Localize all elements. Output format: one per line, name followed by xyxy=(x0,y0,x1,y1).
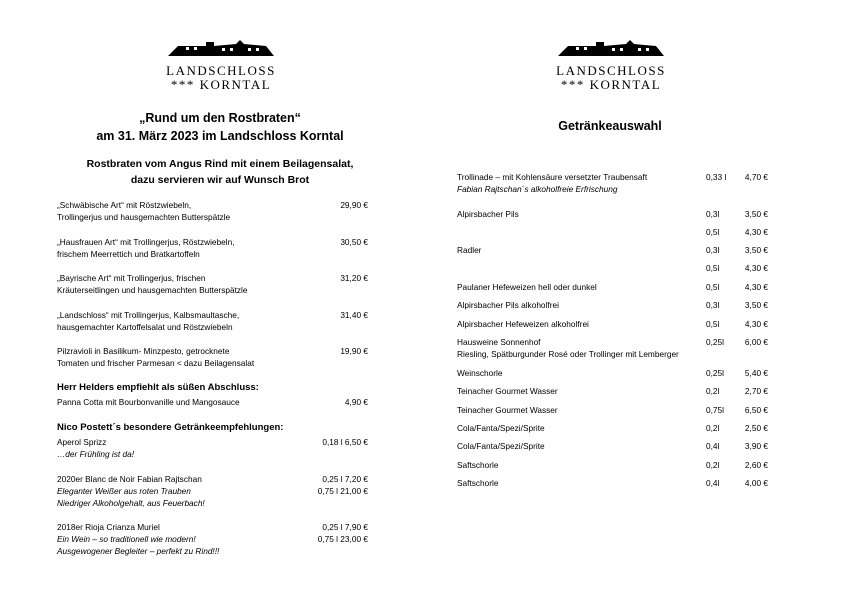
drink-name: Radler xyxy=(457,245,482,255)
logo-text-1: LANDSCHLOSS xyxy=(556,63,666,78)
dessert-heading: Herr Helders empfiehlt als süßen Abschluss: xyxy=(57,382,259,393)
drink-size: 0,25l xyxy=(706,368,724,378)
castle-logo-icon xyxy=(546,38,676,58)
wine2-note-1: Ein Wein – so traditionell wie modern! xyxy=(57,534,196,544)
drink-name: Teinacher Gourmet Wasser xyxy=(457,386,558,396)
logo-right xyxy=(546,38,676,93)
drink-name: Saftschorle xyxy=(457,460,499,470)
dish-line-2: Tomaten und frischer Parmesan < dazu Beilagensalat xyxy=(57,358,255,368)
dish-line-1: „Bayrische Art“ mit Trollingerjus, frischen xyxy=(57,273,206,283)
drink-name: Teinacher Gourmet Wasser xyxy=(457,405,558,415)
dish-line-1: „Schwäbische Art“ mit Röstzwiebeln, xyxy=(57,200,192,210)
wine1-name: 2020er Blanc de Noir Fabian Rajtschan xyxy=(57,474,202,484)
trollinade-price: 4,70 € xyxy=(744,172,768,182)
drink-price: 4,30 € xyxy=(744,319,768,329)
trollinade-size: 0,33 l xyxy=(706,172,727,182)
logo-text-1: LANDSCHLOSS xyxy=(166,63,276,78)
dish-line-1: Pilzravioli in Basilikum- Minzpesto, getrocknete xyxy=(57,346,230,356)
drink-size: 0,75l xyxy=(706,405,724,415)
dessert-price: 4,90 € xyxy=(344,397,368,407)
dessert-name: Panna Cotta mit Bourbonvanille und Mangosauce xyxy=(57,397,240,407)
dish-price: 19,90 € xyxy=(340,346,368,356)
dish-line-2: hausgemachter Kartoffelsalat und Röstzwiebeln xyxy=(57,322,233,332)
dish-line-1: „Hausfrauen Art“ mit Trollingerjus, Röstzwiebeln, xyxy=(57,237,235,247)
drink-price: 3,50 € xyxy=(744,300,768,310)
logo-left xyxy=(156,38,286,93)
logo-text-2: *** KORNTAL xyxy=(560,77,662,92)
drink-name: Weinschorle xyxy=(457,368,503,378)
dish-line-2: frischem Meerrettich und Bratkartoffeln xyxy=(57,249,200,259)
dish-price: 31,40 € xyxy=(340,310,368,320)
menu-title: „Rund um den Rostbraten“ xyxy=(139,111,301,125)
wine2-note-2: Ausgewogener Begleiter – perfekt zu Rind!!! xyxy=(57,546,220,556)
hausweine-name: Hausweine Sonnenhof xyxy=(457,337,541,347)
hausweine-size: 0,25l xyxy=(706,337,724,347)
drink-name: Cola/Fanta/Spezi/Sprite xyxy=(457,441,545,451)
wine2-price-1: 0,25 l 7,90 € xyxy=(322,522,368,532)
drink-price: 4,30 € xyxy=(744,282,768,292)
drink-price: 4,30 € xyxy=(744,263,768,273)
hausweine-price: 6,00 € xyxy=(744,337,768,347)
drink-price: 3,50 € xyxy=(744,209,768,219)
drink-size: 0,5l xyxy=(706,319,720,329)
drink-size: 0,2l xyxy=(706,423,720,433)
aperol-note: …der Frühling ist da! xyxy=(57,449,135,459)
dish-price: 31,20 € xyxy=(340,273,368,283)
wine1-note-1: Eleganter Weißer aus roten Trauben xyxy=(57,486,191,496)
wine1-price-2: 0,75 l 21,00 € xyxy=(317,486,368,496)
drink-price: 2,60 € xyxy=(744,460,768,470)
wine1-price-1: 0,25 l 7,20 € xyxy=(322,474,368,484)
drink-name: Alpirsbacher Pils alkoholfrei xyxy=(457,300,559,310)
trollinade-note: Fabian Rajtschan´s alkoholfreie Erfrischung xyxy=(457,184,618,194)
logo-text-2: *** KORNTAL xyxy=(170,77,272,92)
drink-size: 0,5l xyxy=(706,227,720,237)
drink-size: 0,4l xyxy=(706,441,720,451)
dish-line-2: Kräuterseitlingen und hausgemachten Butterspätzle xyxy=(57,285,248,295)
dish-price: 30,50 € xyxy=(340,237,368,247)
drink-price: 4,30 € xyxy=(744,227,768,237)
dish-line-2: Trollingerjus und hausgemachten Butterspätzle xyxy=(57,212,231,222)
drink-price: 3,50 € xyxy=(744,245,768,255)
drink-name: Alpirsbacher Pils xyxy=(457,209,519,219)
drink-price: 2,70 € xyxy=(744,386,768,396)
drink-size: 0,4l xyxy=(706,478,720,488)
drink-size: 0,2l xyxy=(706,386,720,396)
menu-subtitle-2: dazu servieren wir auf Wunsch Brot xyxy=(130,174,310,186)
drink-price: 3,90 € xyxy=(744,441,768,451)
drink-size: 0,3l xyxy=(706,245,720,255)
drink-name: Saftschorle xyxy=(457,478,499,488)
drink-size: 0,5l xyxy=(706,282,720,292)
drink-name: Paulaner Hefeweizen hell oder dunkel xyxy=(457,282,597,292)
dish-price: 29,90 € xyxy=(340,200,368,210)
drink-name: Cola/Fanta/Spezi/Sprite xyxy=(457,423,545,433)
wine1-note-2: Niedriger Alkoholgehalt, aus Feuerbach! xyxy=(57,498,205,508)
drink-size: 0,3l xyxy=(706,300,720,310)
drink-price: 6,50 € xyxy=(744,405,768,415)
dish-line-1: „Landschloss“ mit Trollingerjus, Kalbsmaultasche, xyxy=(57,310,240,320)
drink-size: 0,3l xyxy=(706,209,720,219)
hausweine-desc: Riesling, Spätburgunder Rosé oder Trollinger mit Lemberger xyxy=(457,349,679,359)
wine2-price-2: 0,75 l 23,00 € xyxy=(317,534,368,544)
drinks-title: Getränkeauswahl xyxy=(558,119,662,133)
drink-price: 2,50 € xyxy=(744,423,768,433)
drink-name: Alpirsbacher Hefeweizen alkoholfrei xyxy=(457,319,589,329)
drink-price: 5,40 € xyxy=(744,368,768,378)
drink-size: 0,2l xyxy=(706,460,720,470)
aperol-name: Aperol Sprizz xyxy=(57,437,107,447)
drink-price: 4,00 € xyxy=(744,478,768,488)
castle-logo-icon xyxy=(156,38,286,58)
drink-size: 0,5l xyxy=(706,263,720,273)
drinks-heading: Nico Postett´s besondere Getränkeempfehlungen: xyxy=(57,422,284,433)
menu-date: am 31. März 2023 im Landschloss Korntal xyxy=(96,129,344,143)
menu-subtitle-1: Rostbraten vom Angus Rind mit einem Beilagensalat, xyxy=(86,158,354,170)
wine2-name: 2018er Rioja Crianza Muriel xyxy=(57,522,160,532)
trollinade-name: Trollinade – mit Kohlensäure versetzter Traubensaft xyxy=(457,172,648,182)
aperol-price: 0,18 l 6,50 € xyxy=(322,437,368,447)
